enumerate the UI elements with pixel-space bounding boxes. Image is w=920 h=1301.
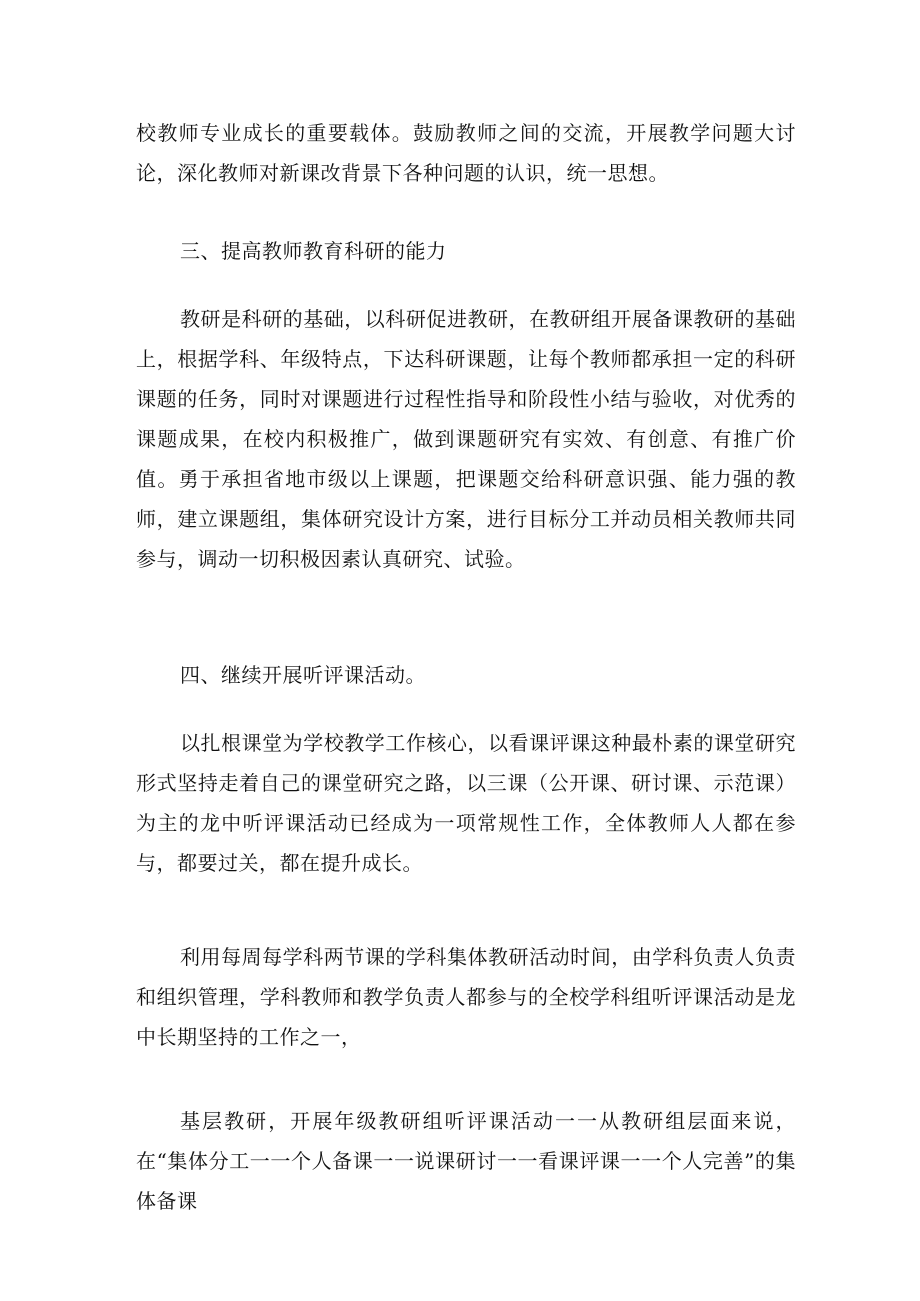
- paragraph-teacher-growth: 校教师专业成长的重要载体。鼓励教师之间的交流，开展教学问题大讨论，深化教师对新课改背景下各种问题的认识，统一思想。: [136, 121, 796, 185]
- paragraph-grassroots-research: 基层教研，开展年级教研组听评课活动一一从教研组层面来说，在“集体分工一一个人备课一一说课研讨一一看课评课一一个人完善”的集体备课: [136, 1109, 796, 1213]
- section-heading-lesson-evaluation: 四、继续开展听评课活动。: [180, 663, 426, 687]
- paragraph-research-basis: 教研是科研的基础，以科研促进教研，在教研组开展备课教研的基础上，根据学科、年级特点，下达科研课题，让每个教师都承担一定的科研课题的任务，同时对课题进行过程性指导和阶段性小结与验收，对优秀的课题成果，在校内积极推广，做到课题研究有实效、有创意、有推广价值。勇于承担省地市级以上课题，把课题交给科研意识强、能力强的教师，建立课题组，集体研究设计方案，进行目标分工并动员相关教师共同参与，调动一切积极因素认真研究、试验。: [136, 307, 796, 571]
- paragraph-weekly-activity: 利用每周每学科两节课的学科集体教研活动时间，由学科负责人负责和组织管理，学科教师和教学负责人都参与的全校学科组听评课活动是龙中长期坚持的工作之一，: [136, 945, 796, 1049]
- section-heading-research-ability: 三、提高教师教育科研的能力: [180, 239, 447, 263]
- paragraph-classroom-core: 以扎根课堂为学校教学工作核心，以看课评课这种最朴素的课堂研究形式坚持走着自己的课堂研究之路，以三课（公开课、研讨课、示范课）为主的龙中听评课活动已经成为一项常规性工作，全体教师人人都在参与，都要过关，都在提升成长。: [136, 731, 796, 875]
